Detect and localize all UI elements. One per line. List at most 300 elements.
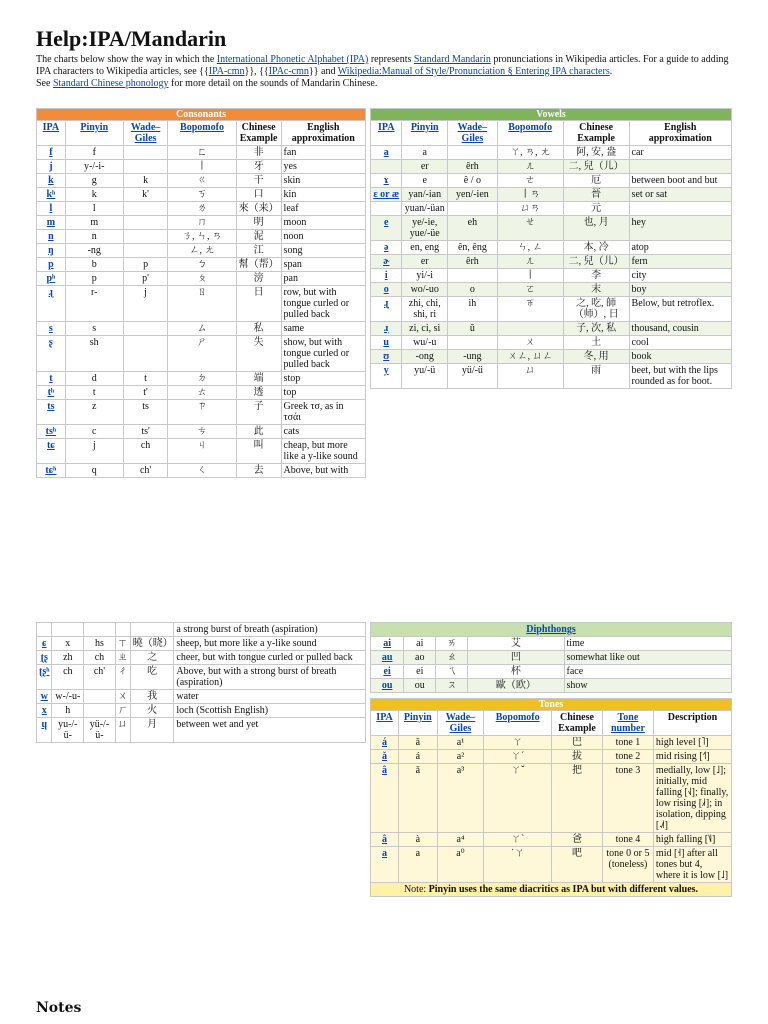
table-cell: 江 [236,244,281,258]
table-cell: Below, but retroflex. [629,297,731,322]
table-cell: skin [281,174,365,188]
ipa-symbol[interactable]: ɕ [37,637,52,651]
ipa-symbol[interactable]: ʊ [371,350,402,364]
consonant-row [37,718,366,743]
table-cell: ao [404,651,436,665]
ipa-symbol [37,623,52,637]
ipa-symbol[interactable]: m [37,216,66,230]
table-cell: y-/-i- [65,160,123,174]
table-cell: ㄟ [436,665,468,679]
table-cell: beet, but with the lips rounded as for boot. [629,364,731,389]
table-cell: n [65,230,123,244]
consonant-row [37,258,366,272]
intro-text: The charts below show the way in which the [36,54,217,65]
ipa-symbol[interactable]: á [371,736,399,750]
column-header: Description [653,711,731,736]
column-header[interactable]: IPA [37,121,66,146]
consonant-row [37,202,366,216]
table-cell: k [123,174,168,188]
vowel-row [371,160,732,174]
vowel-row [371,336,732,350]
vowel-row [371,202,732,216]
consonant-row [37,272,366,286]
table-cell: row, but with tongue curled or pulled back [281,286,365,322]
tone-row [371,736,732,750]
table-cell [448,269,498,283]
ipa-symbol[interactable]: u [371,336,402,350]
table-cell [629,160,731,174]
diphthongs-table [370,622,732,693]
table-cell: set or sat [629,188,731,202]
intro-text: represents [368,54,414,65]
table-cell: ㄦ [497,160,563,174]
table-cell [629,202,731,216]
table-cell: en, eng [402,241,448,255]
table-cell: s [65,322,123,336]
vowel-row [371,216,732,241]
vowels-table [370,108,732,389]
table-cell: ㄑ [168,464,236,478]
diphthongs-header[interactable] [371,623,732,637]
ipa-symbol[interactable]: au [371,651,404,665]
table-cell: ch [84,651,116,665]
table-cell: 之 [130,651,174,665]
link-scp[interactable]: Standard Chinese phonology [52,78,169,89]
table-cell: er [402,160,448,174]
table-cell: ㄍ [168,174,236,188]
table-cell: t' [123,386,168,400]
column-header[interactable]: Wade–Giles [123,121,168,146]
ipa-symbol[interactable]: l [37,202,66,216]
tones-note-text: Pinyin uses the same diacritics as IPA but with different values. [428,884,699,895]
link-ipa-cmn[interactable]: IPA-cmn [208,66,245,77]
intro-text: }}, {{ [244,66,269,77]
ipa-symbol[interactable]: tʰ [37,386,66,400]
column-header: Chinese Example [563,121,629,146]
table-cell: h [52,704,84,718]
table-cell: ㄣ, ㄥ [497,241,563,255]
table-cell: 失 [236,336,281,372]
table-cell: 吃 [130,665,174,690]
ipa-symbol[interactable]: ŋ [37,244,66,258]
table-cell: yu/-ü [402,364,448,389]
table-cell: ê / o [448,174,498,188]
tone-row [371,764,732,833]
ipa-symbol[interactable]: w [37,690,52,704]
ipa-symbol[interactable]: ɤ [371,174,402,188]
table-cell: 端 [236,372,281,386]
tones-header: Tones [371,699,732,711]
table-cell: 丨 [497,269,563,283]
vowel-row [371,174,732,188]
table-cell: yi/-i [402,269,448,283]
table-cell: g [65,174,123,188]
ipa-symbol[interactable]: i [371,269,402,283]
table-cell: 阿, 安, 盎 [563,146,629,160]
table-cell: 子 [236,400,281,425]
ipa-symbol[interactable]: ai [371,637,404,651]
table-cell: cheer, but with tongue curled or pulled back [174,651,366,665]
ipa-symbol[interactable]: a [371,146,402,160]
table-cell: 李 [563,269,629,283]
table-cell: zi, ci, si [402,322,448,336]
table-cell: high falling [˥˩] [653,833,731,847]
table-cell: x [52,637,84,651]
table-cell: 二, 兒（儿） [563,255,629,269]
table-cell: cool [629,336,731,350]
table-cell: hs [84,637,116,651]
table-cell [123,336,168,372]
table-cell: thousand, cousin [629,322,731,336]
intro-text: pronunciations in Wikipedia articles. For a guide to adding IPA characters to Wikipedia articles, see {{ [36,54,729,77]
diphthong-row [371,679,732,693]
table-cell: 滂 [236,272,281,286]
consonant-row [37,386,366,400]
column-header: English approximation [629,121,731,146]
table-cell: w-/-u- [52,690,84,704]
table-cell: Greek τσ, as in τσάι [281,400,365,425]
column-header[interactable]: Wade–Giles [448,121,498,146]
table-cell [84,623,116,637]
table-cell: e [402,174,448,188]
link-ipa[interactable]: International Phonetic Alphabet (IPA) [216,54,369,65]
table-cell: -ng [65,244,123,258]
diphthong-row [371,665,732,679]
table-cell: ㄇ [168,216,236,230]
vowel-row [371,146,732,160]
table-cell: kin [281,188,365,202]
intro [36,54,736,90]
column-header[interactable]: Bopomofo [497,121,563,146]
table-cell: 干 [236,174,281,188]
ipa-symbol[interactable]: â [371,764,399,833]
column-header[interactable]: IPA [371,711,399,736]
table-cell: yuan/-üan [402,202,448,216]
table-cell: sheep, but more like a y-like sound [174,637,366,651]
table-cell: 吧 [551,847,602,883]
table-cell: ㄖ [168,286,236,322]
table-cell: ㄉ [168,372,236,386]
table-cell [84,704,116,718]
ipa-symbol[interactable]: ɹ̩ [371,322,402,336]
table-cell: ㄚ [484,736,552,750]
ipa-symbol[interactable]: a [371,847,399,883]
table-cell: 牙 [236,160,281,174]
ipa-symbol[interactable]: o [371,283,402,297]
ipa-symbol[interactable]: ɻ̩ [371,297,402,322]
ipa-symbol[interactable]: e [371,216,402,241]
table-cell: ˙ㄚ [484,847,552,883]
consonant-row [37,286,366,322]
table-cell: ㄓ [115,651,130,665]
ipa-symbol[interactable]: t [37,372,66,386]
table-cell: moon [281,216,365,230]
table-cell: 火 [130,704,174,718]
column-header[interactable]: Pinyin [399,711,437,736]
table-cell: wo/-uo [402,283,448,297]
table-cell: 巴 [551,736,602,750]
table-cell [123,202,168,216]
intro-text: See [36,78,53,89]
diphthong-row [371,651,732,665]
table-cell: fan [281,146,365,160]
table-cell: pan [281,272,365,286]
table-cell: sh [65,336,123,372]
link-mos-pronunciation[interactable]: Wikipedia:Manual of Style/Pronunciation § Entering IPA characters [337,66,610,77]
column-header[interactable]: Bopomofo [484,711,552,736]
ipa-symbol[interactable]: ǎ [371,750,399,764]
table-cell: 土 [563,336,629,350]
table-cell: high level [˥] [653,736,731,750]
table-cell: 我 [130,690,174,704]
table-cell: b [65,258,123,272]
table-cell: ㄚ, ㄢ, ㄤ [497,146,563,160]
table-cell: ch' [123,464,168,478]
ipa-symbol[interactable]: ɚ [371,255,402,269]
table-cell: p' [123,272,168,286]
table-cell: face [564,665,731,679]
table-cell: ㄡ [436,679,468,693]
table-cell: 元 [563,202,629,216]
table-cell: tone 2 [602,750,653,764]
table-cell: -ung [448,350,498,364]
consonant-row [37,372,366,386]
table-cell: ts [123,400,168,425]
table-cell: a³ [437,764,484,833]
table-cell [123,146,168,160]
consonants-table [36,108,366,478]
table-cell: ㄕ [168,336,236,372]
consonant-row [37,464,366,478]
column-header[interactable]: IPA [371,121,402,146]
table-cell: p [123,258,168,272]
consonants-table-continued [36,622,366,743]
table-cell: ㄜ [497,174,563,188]
table-cell: leaf [281,202,365,216]
table-cell: time [564,637,731,651]
consonant-row [37,651,366,665]
consonant-row [37,160,366,174]
table-cell: eh [448,216,498,241]
ipa-symbol[interactable]: tɕʰ [37,464,66,478]
table-cell: cheap, but more like a y-like sound [281,439,365,464]
table-cell: tone 3 [602,764,653,833]
ipa-symbol[interactable]: ei [371,665,404,679]
table-cell: ㄩ [115,718,130,743]
column-header[interactable]: Tone number [602,711,653,736]
ipa-symbol[interactable]: k [37,174,66,188]
table-cell: 明 [236,216,281,230]
table-cell: ㄭ [497,297,563,322]
table-cell: ㄊ [168,386,236,400]
table-cell: mid rising [˧˥] [653,750,731,764]
table-cell: 雨 [563,364,629,389]
table-cell: ㄈ [168,146,236,160]
vowel-row [371,322,732,336]
table-cell: loch (Scottish English) [174,704,366,718]
table-cell: 爸 [551,833,602,847]
table-cell [115,623,130,637]
table-cell: 月 [130,718,174,743]
table-cell: er [402,255,448,269]
table-cell: ch [52,665,84,690]
table-cell: yen/-ien [448,188,498,202]
tone-row [371,847,732,883]
tones-table [370,698,732,897]
table-cell: 二, 兒（儿） [563,160,629,174]
table-cell: ai [404,637,436,651]
tone-row [371,750,732,764]
consonant-row [37,230,366,244]
ipa-symbol[interactable]: ou [371,679,404,693]
table-cell: cats [281,425,365,439]
table-cell: yü-/-ü- [84,718,116,743]
consonant-row [37,146,366,160]
table-cell: ㄅ [168,258,236,272]
consonant-row [37,637,366,651]
table-cell: mid [˧] after all tones but 4, where it is low [˩] [653,847,731,883]
table-cell: 日 [236,286,281,322]
table-cell: á [399,750,437,764]
column-header[interactable]: Bopomofo [168,121,236,146]
table-cell: 也, 月 [563,216,629,241]
table-cell: 曉（晓） [130,637,174,651]
table-cell: 杯 [468,665,564,679]
ipa-symbol[interactable]: y [371,364,402,389]
table-cell: m [65,216,123,230]
table-cell: z [65,400,123,425]
diphthongs-link[interactable]: Diphthongs [526,624,576,635]
table-cell: ǎ [399,764,437,833]
table-cell: medially, low [˩]; initially, mid falling [˧˩]; finally, low rising [˩˧]; in isolation, dipping [˨˩˦] [653,764,731,833]
table-cell: p [65,272,123,286]
ipa-symbol[interactable]: ə [371,241,402,255]
table-cell: show, but with tongue curled or pulled back [281,336,365,372]
ipa-symbol[interactable]: ʈʂ [37,651,52,665]
consonant-row [37,400,366,425]
intro-text: . [609,66,613,77]
ipa-symbol[interactable]: ɻ [37,286,66,322]
consonant-row [37,623,366,637]
table-cell: show [564,679,731,693]
table-cell: 拔 [551,750,602,764]
table-cell: a¹ [437,736,484,750]
ipa-symbol[interactable]: ts [37,400,66,425]
ipa-symbol[interactable]: j [37,160,66,174]
table-cell: between wet and yet [174,718,366,743]
tone-row [371,833,732,847]
table-cell: 來（来） [236,202,281,216]
consonant-row [37,690,366,704]
column-header[interactable]: Pinyin [65,121,123,146]
table-cell: car [629,146,731,160]
table-cell: 丨ㄢ [497,188,563,202]
table-cell: 子, 次, 私 [563,322,629,336]
table-cell: l [65,202,123,216]
table-cell: ei [404,665,436,679]
table-cell: 凹 [468,651,564,665]
diphthong-row [371,637,732,651]
ipa-symbol[interactable]: n [37,230,66,244]
consonant-row [37,665,366,690]
table-cell: êrh [448,255,498,269]
consonant-row [37,336,366,372]
table-cell: 末 [563,283,629,297]
tones-note-prefix: Note: [403,884,429,895]
table-cell [448,336,498,350]
table-cell: 艾 [468,637,564,651]
column-header[interactable]: Pinyin [402,121,448,146]
table-cell: ㄚˊ [484,750,552,764]
ipa-symbol[interactable]: ʈʂʰ [37,665,52,690]
table-cell [497,322,563,336]
table-cell: ㄋ, ㄣ, ㄢ [168,230,236,244]
table-cell: f [65,146,123,160]
table-cell: ㄔ [115,665,130,690]
table-cell: ㄨㄥ, ㄩㄥ [497,350,563,364]
table-cell: stop [281,372,365,386]
ipa-symbol[interactable]: tɕ [37,439,66,464]
table-cell: 透 [236,386,281,400]
table-cell: 非 [236,146,281,160]
ipa-symbol[interactable]: pʰ [37,272,66,286]
consonant-row [37,439,366,464]
consonant-row [37,704,366,718]
consonants-header: Consonants [37,109,366,121]
table-cell: ㄝ [497,216,563,241]
table-cell: 丨 [168,160,236,174]
ipa-symbol[interactable]: p [37,258,66,272]
table-cell: ㄏ [115,704,130,718]
table-cell [123,244,168,258]
table-cell: ㄘ [168,425,236,439]
link-ipac-cmn[interactable]: IPAc-cmn [268,66,309,77]
consonant-row [37,188,366,202]
table-cell: zh [52,651,84,665]
table-cell: yan/-ian [402,188,448,202]
table-cell: a strong burst of breath (aspiration) [174,623,366,637]
table-cell: 泥 [236,230,281,244]
notes-heading: Notes [36,1000,82,1016]
ipa-symbol[interactable]: kʰ [37,188,66,202]
table-cell: 冬, 用 [563,350,629,364]
table-cell: ㄚˇ [484,764,552,833]
table-cell: fern [629,255,731,269]
vowel-row [371,269,732,283]
ipa-symbol[interactable]: ʂ [37,336,66,372]
column-header[interactable]: Wade–Giles [437,711,484,736]
table-cell: ㄩ [497,364,563,389]
table-cell [84,690,116,704]
table-cell: tone 0 or 5 (toneless) [602,847,653,883]
table-cell: water [174,690,366,704]
table-cell [123,216,168,230]
ipa-symbol[interactable]: ɥ [37,718,52,743]
table-cell: tone 1 [602,736,653,750]
ipa-symbol[interactable]: x [37,704,52,718]
table-cell: ㄒ [115,637,130,651]
table-cell: ㄗ [168,400,236,425]
table-cell: zhi, chi, shi, ri [402,297,448,322]
column-header: Chinese Example [551,711,602,736]
ipa-symbol[interactable]: f [37,146,66,160]
ipa-symbol[interactable]: tsʰ [37,425,66,439]
ipa-symbol[interactable]: s [37,322,66,336]
ipa-symbol[interactable]: â [371,833,399,847]
link-standard-mandarin[interactable]: Standard Mandarin [413,54,491,65]
column-header: Chinese Example [236,121,281,146]
ipa-symbol[interactable]: ɛ or æ [371,188,402,202]
